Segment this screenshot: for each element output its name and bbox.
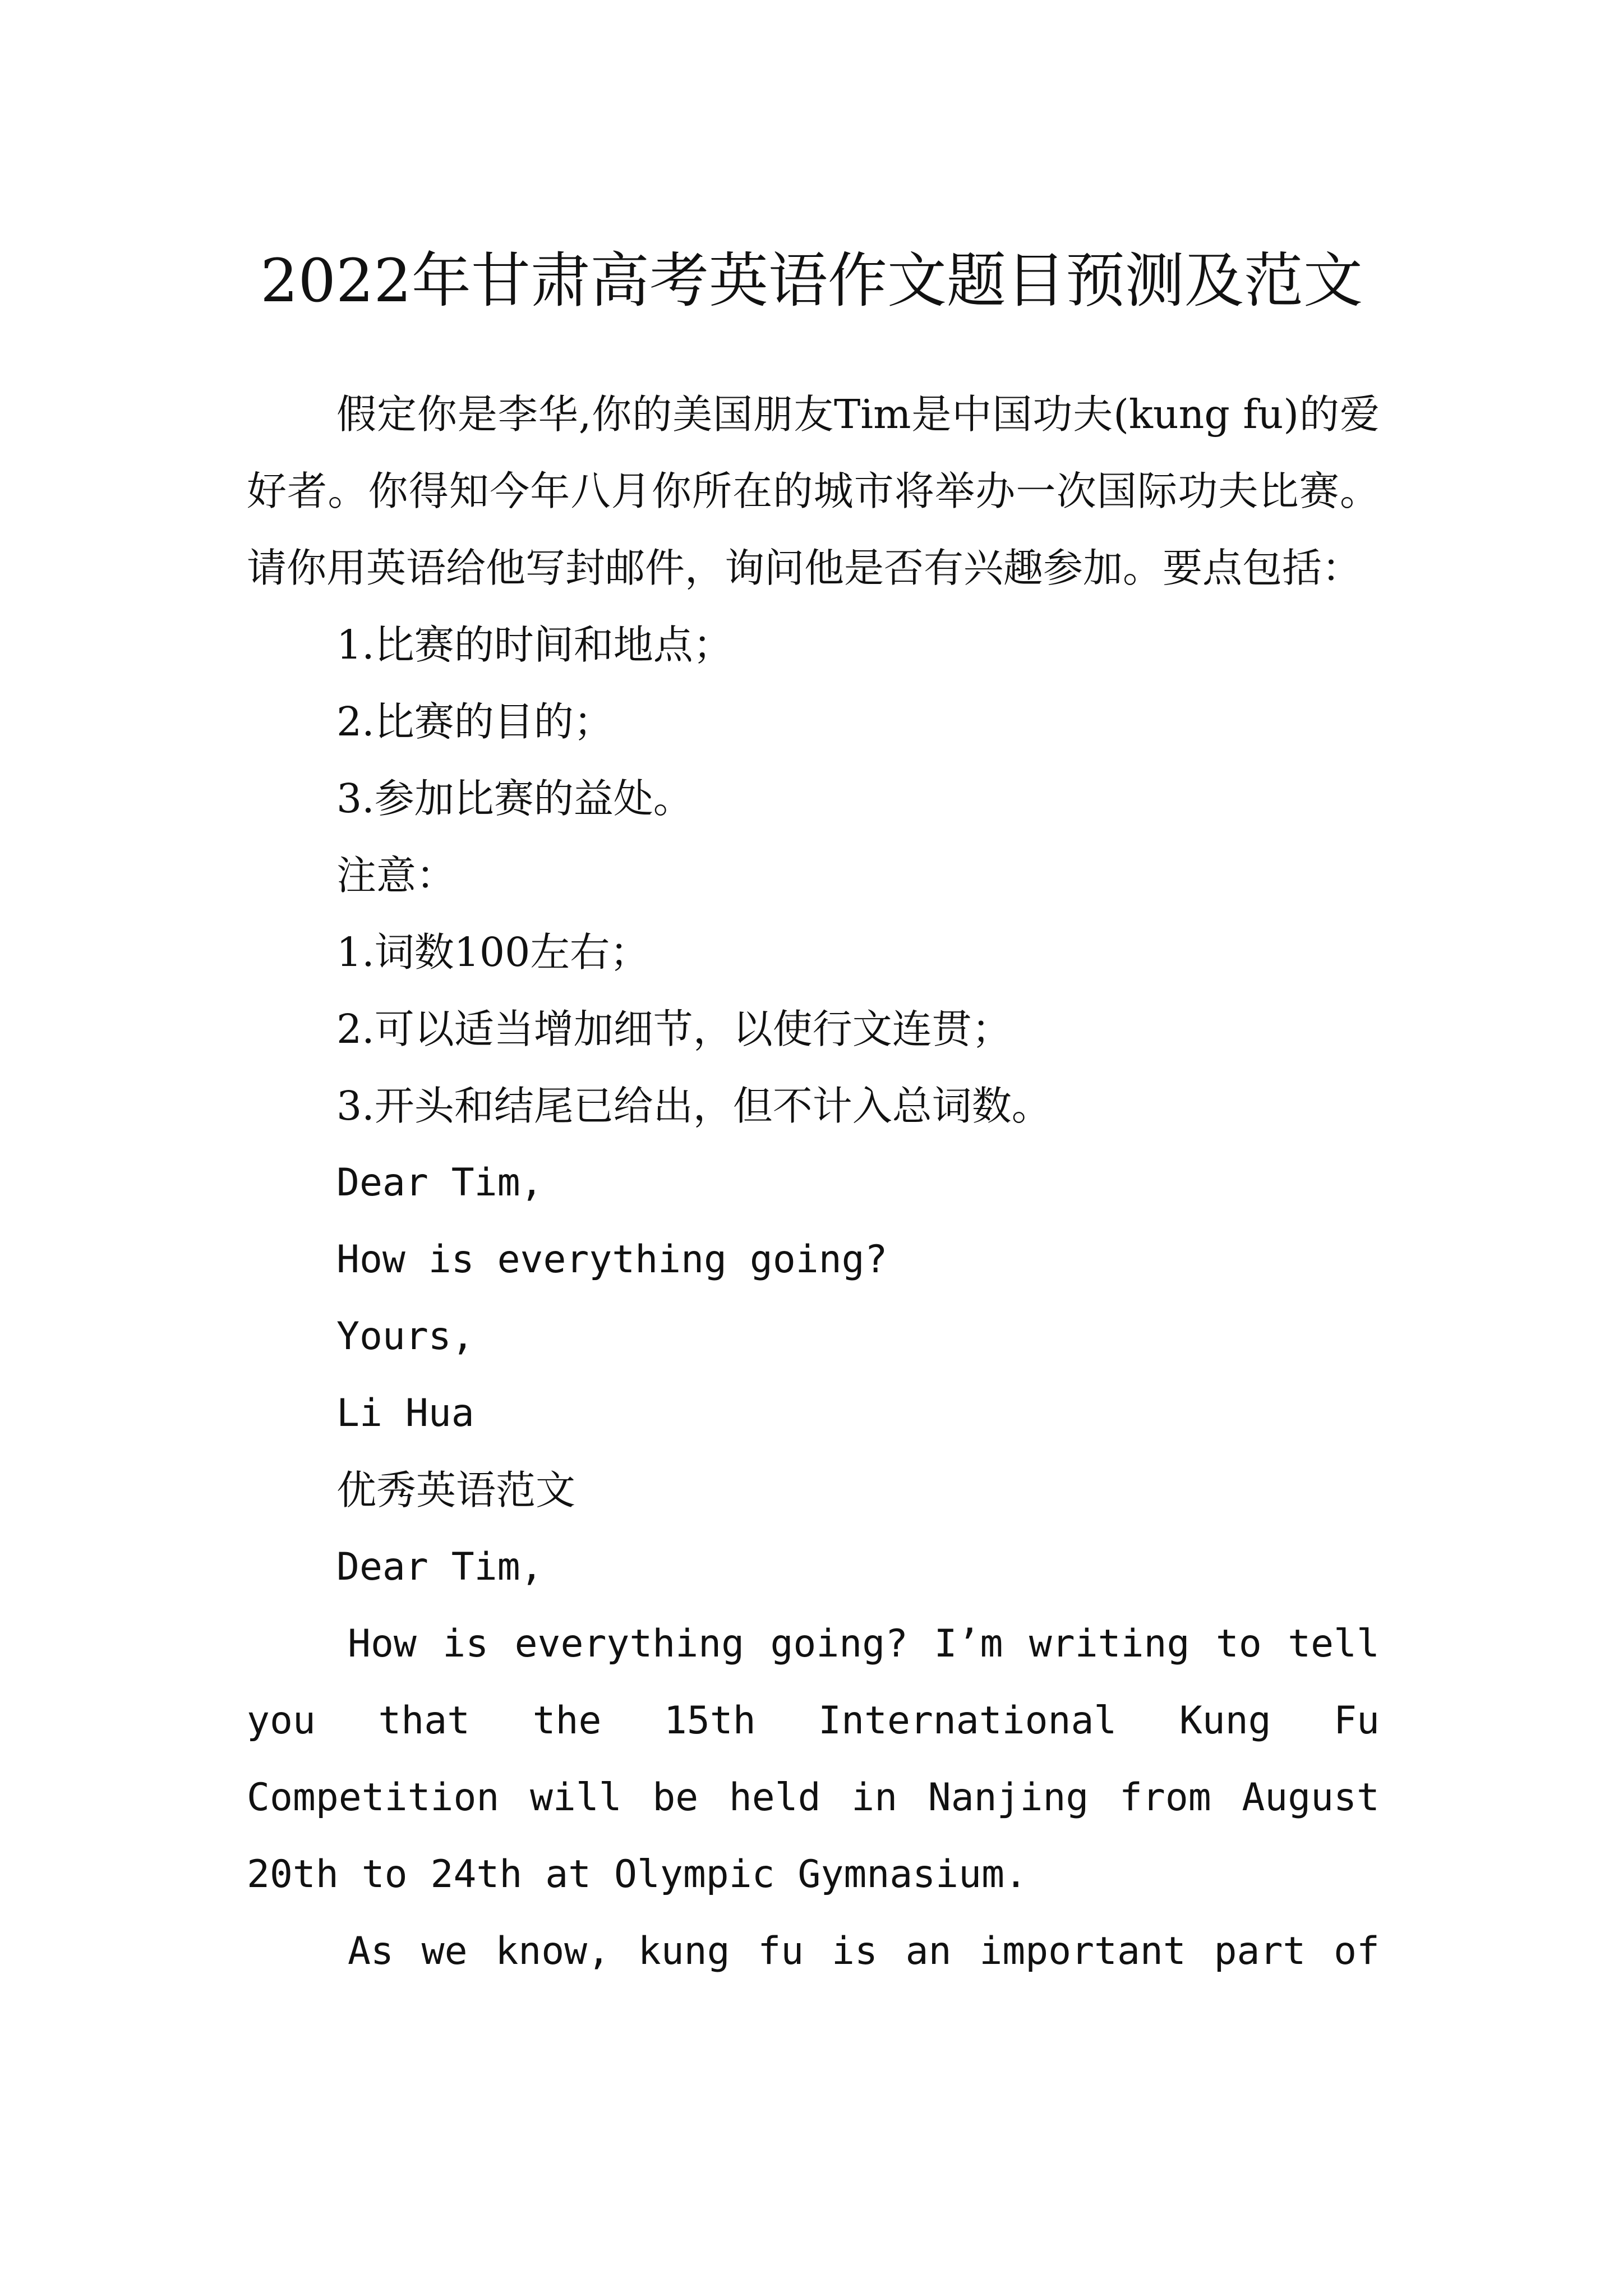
document-body (247, 376, 1380, 1990)
template-closing: Yours, (336, 1314, 474, 1359)
notes-label: 注意： (336, 852, 457, 899)
sample-paragraph-1: How is everything going? I’m writing to tell you that the 15th International Kung Fu Competition will be held in Nanjing from August 20th to 24th at Olympic Gymnasium. (247, 1622, 1380, 1897)
sample-heading: 优秀英语范文 (336, 1467, 576, 1513)
template-signature: Li Hua (336, 1391, 474, 1435)
sample-paragraph-2-start: As we know, kung fu is an important part of (348, 1929, 1380, 1973)
task-point-2: 2.比赛的目的； (336, 698, 614, 745)
sample-greeting: Dear Tim, (336, 1545, 543, 1589)
note-2: 2.可以适当增加细节，以使行文连贯； (336, 1006, 1012, 1052)
task-point-3: 3.参加比赛的益处。 (336, 775, 693, 822)
document-title: 2022年甘肃高考英语作文题目预测及范文 (260, 246, 1363, 316)
note-3: 3.开头和结尾已给出，但不计入总词数。 (336, 1083, 1052, 1129)
task-point-1: 1.比赛的时间和地点； (336, 622, 733, 668)
template-opening: How is everything going? (336, 1237, 888, 1282)
task-intro: 假定你是李华,你的美国朋友Tim是中国功夫(kung fu)的爱好者。你得知今年八月你所在的城市将举办一次国际功夫比赛。请你用英语给他写封邮件，询问他是否有兴趣参加。要点包括： (247, 391, 1380, 591)
template-greeting: Dear Tim, (336, 1161, 543, 1205)
note-1: 1.词数100左右； (336, 929, 650, 976)
